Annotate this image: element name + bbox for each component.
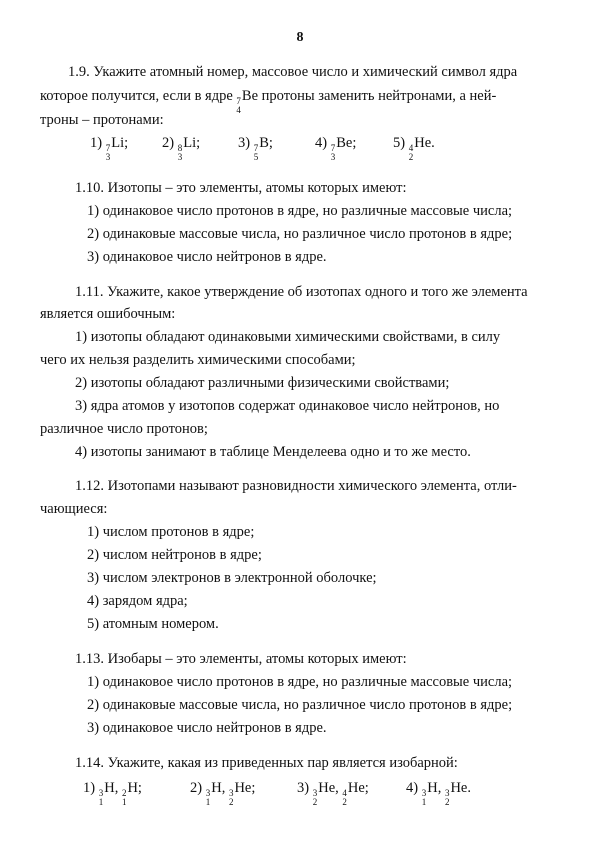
q114-option-4: 4) 3 1 H, 3 2 He. bbox=[406, 780, 471, 807]
q19-line3: троны – протонами: bbox=[40, 112, 164, 128]
q19-option-4: 4) 7 3 Be; bbox=[315, 135, 357, 162]
q112-line2: чающиеся: bbox=[40, 501, 108, 517]
q112-item-2: 2) числом нейтронов в ядре; bbox=[87, 547, 262, 563]
q111-item-2: 2) изотопы обладают различными физическими свойствами; bbox=[75, 375, 450, 391]
q112-item-4: 4) зарядом ядра; bbox=[87, 593, 188, 609]
q111-line1: 1.11. Укажите, какое утверждение об изотопах одного и того же элемента bbox=[75, 284, 528, 300]
q19-option-3: 3) 7 5 B; bbox=[238, 135, 273, 162]
q110-item-3: 3) одинаковое число нейтронов в ядре. bbox=[87, 249, 327, 265]
isotope-be-9: 7 4 Be bbox=[236, 88, 259, 115]
page-number: 8 bbox=[296, 30, 304, 45]
q112-item-5: 5) атомным номером. bbox=[87, 616, 219, 632]
q110-title: 1.10. Изотопы – это элементы, атомы которых имеют: bbox=[75, 180, 407, 196]
q113-title: 1.13. Изобары – это элементы, атомы которых имеют: bbox=[75, 651, 407, 667]
q112-item-1: 1) числом протонов в ядре; bbox=[87, 524, 255, 540]
q19-option-1: 1) 7 3 Li; bbox=[90, 135, 129, 162]
q114-option-1: 1) 3 1 H, 2 1 H; bbox=[83, 780, 142, 807]
q112-item-3: 3) числом электронов в электронной оболочке; bbox=[87, 570, 377, 586]
q113-item-3: 3) одинаковое число нейтронов в ядре. bbox=[87, 720, 327, 736]
q111-item-4: 4) изотопы занимают в таблице Менделеева одно и то же место. bbox=[75, 444, 471, 460]
q19-option-5: 5) 4 2 He. bbox=[393, 135, 435, 162]
q110-item-1: 1) одинаковое число протонов в ядре, но различные массовые числа; bbox=[87, 203, 513, 219]
q114-title: 1.14. Укажите, какая из приведенных пар является изобарной: bbox=[75, 755, 458, 771]
q19-option-2: 2) 8 3 Li; bbox=[162, 135, 201, 162]
q111-item-1-cont: чего их нельзя разделить химическими способами; bbox=[40, 352, 356, 368]
q19-line1: 1.9. Укажите атомный номер, массовое число и химический символ ядра bbox=[68, 64, 518, 80]
q113-item-2: 2) одинаковые массовые числа, но различное число протонов в ядре; bbox=[87, 697, 513, 713]
q111-item-3: 3) ядра атомов у изотопов содержат одинаковое число нейтронов, но bbox=[75, 398, 500, 414]
q110-item-2: 2) одинаковые массовые числа, но различное число протонов в ядре; bbox=[87, 226, 513, 242]
q111-line2: является ошибочным: bbox=[40, 306, 176, 322]
q111-item-1: 1) изотопы обладают одинаковыми химическими свойствами, в силу bbox=[75, 329, 501, 345]
q19-line2 bbox=[40, 88, 496, 115]
q111-item-3-cont: различное число протонов; bbox=[40, 421, 208, 437]
q19-line2-start: которое получится, если в ядре bbox=[40, 88, 233, 104]
q19-line2-end: протоны заменить нейтронами, а ней- bbox=[261, 88, 497, 104]
q112-line1: 1.12. Изотопами называют разновидности химического элемента, отли- bbox=[75, 478, 517, 494]
q114-option-3: 3) 3 2 He, 4 2 He; bbox=[297, 780, 369, 807]
q114-option-2: 2) 3 1 H, 3 2 He; bbox=[190, 780, 256, 807]
q113-item-1: 1) одинаковое число протонов в ядре, но различные массовые числа; bbox=[87, 674, 513, 690]
